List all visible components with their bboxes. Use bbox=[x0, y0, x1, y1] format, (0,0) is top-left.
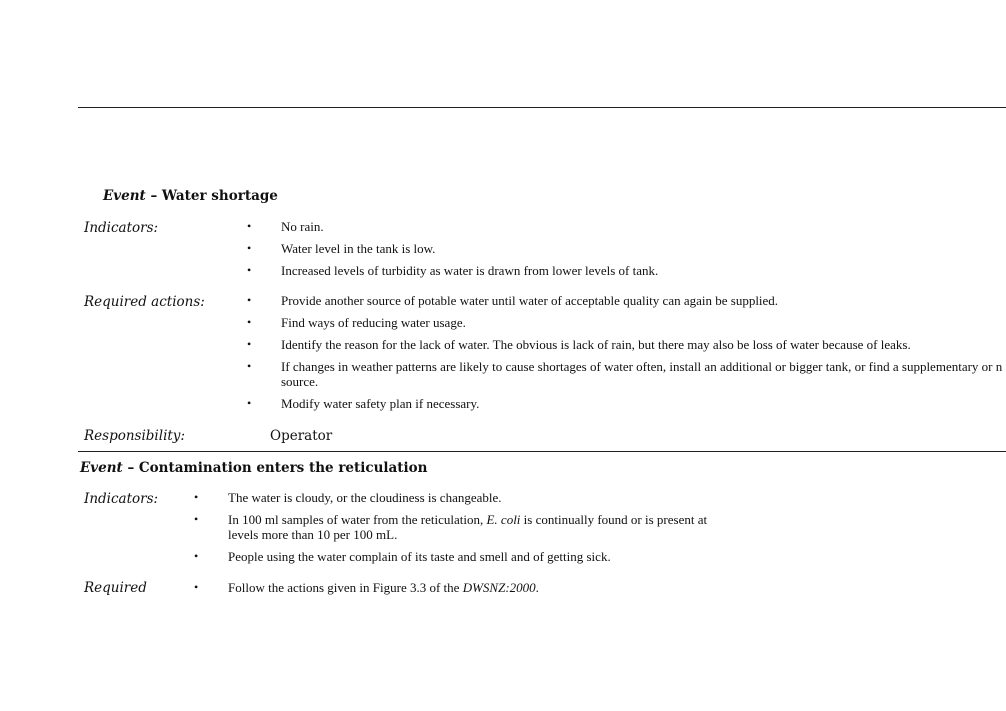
list-item: • Find ways of reducing water usage. bbox=[281, 315, 1006, 330]
required-actions-list bbox=[228, 580, 728, 602]
standard-reference: DWSNZ:2000 bbox=[462, 580, 536, 595]
list-item-line: If changes in weather patterns are likely to cause shortages of water often, install an additional or bigger tank, or find a supplementary or n bbox=[281, 359, 1003, 374]
list-item: • Modify water safety plan if necessary. bbox=[281, 396, 1006, 411]
list-item-text: . bbox=[535, 580, 539, 595]
list-item: • Identify the reason for the lack of water. The obvious is lack of rain, but there may also be loss of water because of leaks. bbox=[281, 337, 1006, 352]
list-item-line: source. bbox=[281, 374, 319, 389]
event-title: – Water shortage bbox=[150, 188, 278, 204]
event-heading-contamination bbox=[80, 460, 427, 476]
list-item: • Water level in the tank is low. bbox=[281, 241, 1006, 256]
list-item bbox=[228, 580, 728, 595]
event-label: Event bbox=[80, 460, 123, 476]
required-label: Required bbox=[84, 580, 147, 596]
list-item-text: is continually found or is present at bbox=[520, 512, 708, 527]
list-item: • People using the water complain of its taste and smell and of getting sick. bbox=[228, 549, 728, 564]
indicators-list bbox=[228, 490, 728, 571]
list-item: • Increased levels of turbidity as water is drawn from lower levels of tank. bbox=[281, 263, 1006, 278]
event-title: – Contamination enters the reticulation bbox=[127, 460, 428, 476]
list-item: • The water is cloudy, or the cloudiness is changeable. bbox=[228, 490, 728, 505]
list-item: • No rain. bbox=[281, 219, 1006, 234]
required-actions-list bbox=[281, 293, 1006, 418]
responsibility-value: Operator bbox=[270, 428, 333, 444]
indicators-list bbox=[281, 219, 1006, 285]
required-actions-label: Required actions: bbox=[84, 294, 205, 310]
list-item-line: levels more than 10 per 100 mL. bbox=[228, 527, 398, 542]
organism-name: E. coli bbox=[486, 512, 521, 527]
list-item-text: In 100 ml samples of water from the reticulation, bbox=[228, 512, 487, 527]
indicators-label: Indicators: bbox=[84, 220, 159, 236]
list-item-text: Follow the actions given in Figure 3.3 of the bbox=[228, 580, 463, 595]
list-item bbox=[281, 359, 1006, 389]
section-divider bbox=[78, 451, 1006, 452]
top-rule bbox=[78, 107, 1006, 108]
indicators-label: Indicators: bbox=[84, 491, 159, 507]
list-item bbox=[228, 512, 728, 542]
event-heading-water-shortage bbox=[103, 188, 278, 204]
event-label: Event bbox=[103, 188, 146, 204]
list-item: • Provide another source of potable water until water of acceptable quality can again be supplied. bbox=[281, 293, 1006, 308]
responsibility-label: Responsibility: bbox=[84, 428, 185, 444]
